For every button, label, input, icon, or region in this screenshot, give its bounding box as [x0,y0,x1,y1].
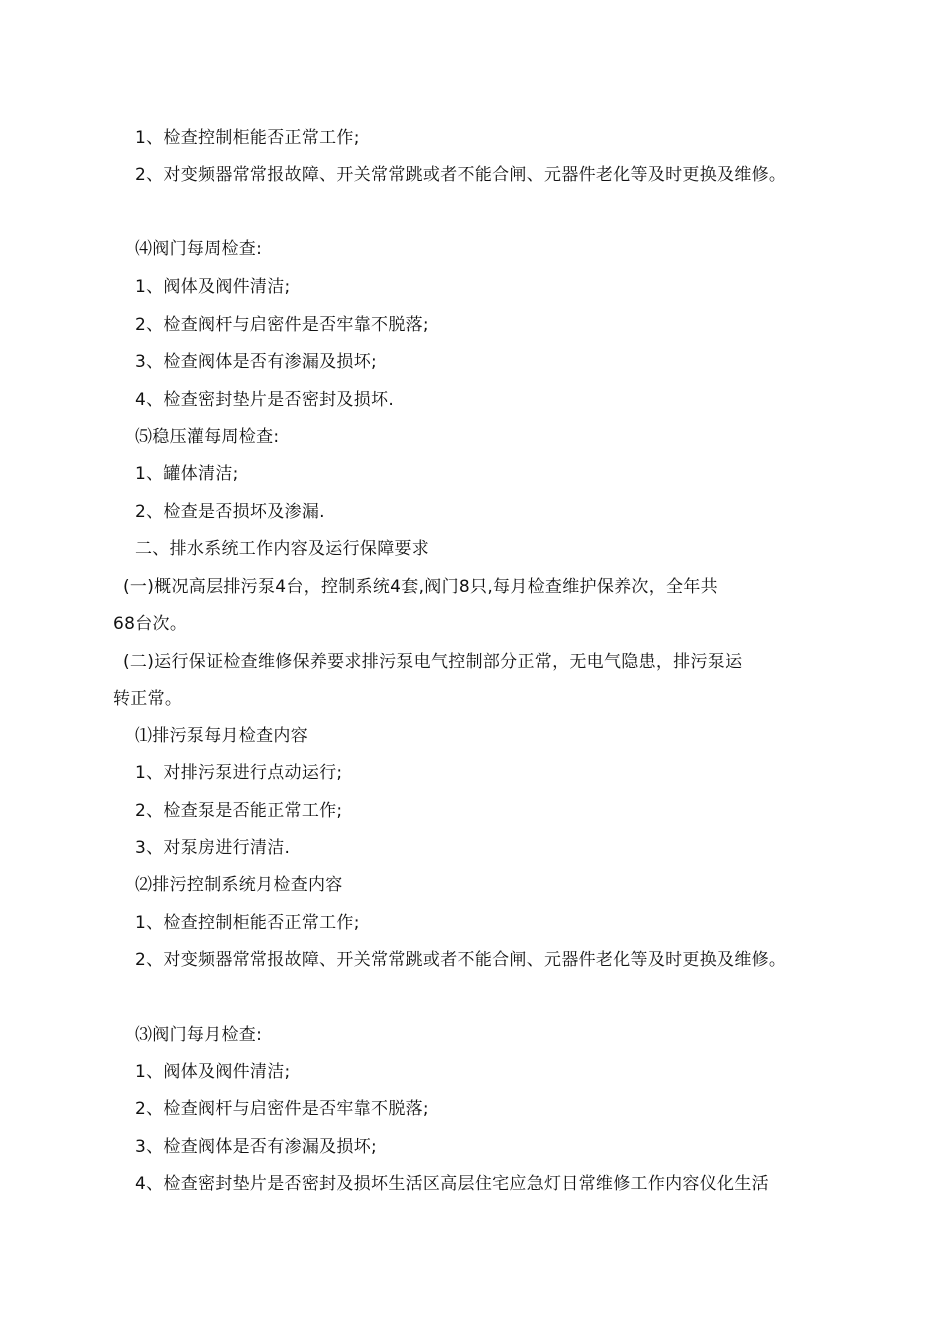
text-line: 1、阀体及阀件清洁; [135,1062,291,1082]
paragraph-line: 转正常。 [113,689,183,709]
text-line: 1、检查控制柜能否正常工作; [135,128,360,148]
text-line: 3、检查阀体是否有渗漏及损坏; [135,352,378,372]
text-line: 2、检查阀杆与启密件是否牢靠不脱落; [135,1099,429,1119]
text-line: 1、阀体及阀件清洁; [135,277,291,297]
chapter-heading: 二、排水系统工作内容及运行保障要求 [135,539,430,559]
text-line: 2、检查是否损坏及渗漏. [135,502,325,522]
section-heading: ⑶阀门每月检查: [135,1025,263,1045]
text-line: 4、检查密封垫片是否密封及损坏. [135,390,395,410]
text-line: 1、对排污泵进行点动运行; [135,763,343,783]
text-line: 3、检查阀体是否有渗漏及损坏; [135,1137,378,1157]
text-line: 2、对变频器常常报故障、开关常常跳或者不能合闸、元器件老化等及时更换及维修。 [135,950,787,970]
paragraph-line: (二)运行保证检查维修保养要求排污泵电气控制部分正常，无电气隐患，排污泵运 [123,652,743,672]
section-heading: ⑷阀门每周检查: [135,239,263,259]
section-heading: ⑴排污泵每月检查内容 [135,726,308,746]
paragraph-line: 68台次。 [113,614,188,634]
text-line: 2、检查阀杆与启密件是否牢靠不脱落; [135,315,429,335]
section-heading: ⑸稳压灌每周检查: [135,427,280,447]
text-line: 4、检查密封垫片是否密封及损坏生活区高层住宅应急灯日常维修工作内容仪化生活 [135,1174,769,1194]
text-line: 2、检查泵是否能正常工作; [135,801,343,821]
paragraph-line: (一)概况高层排污泵4台，控制系统4套,阀门8只,每月检查维护保养次，全年共 [123,577,718,597]
text-line: 3、对泵房进行清洁. [135,838,291,858]
text-line: 2、对变频器常常报故障、开关常常跳或者不能合闸、元器件老化等及时更换及维修。 [135,165,787,185]
text-line: 1、罐体清洁; [135,464,239,484]
section-heading: ⑵排污控制系统月检查内容 [135,875,343,895]
text-line: 1、检查控制柜能否正常工作; [135,913,360,933]
